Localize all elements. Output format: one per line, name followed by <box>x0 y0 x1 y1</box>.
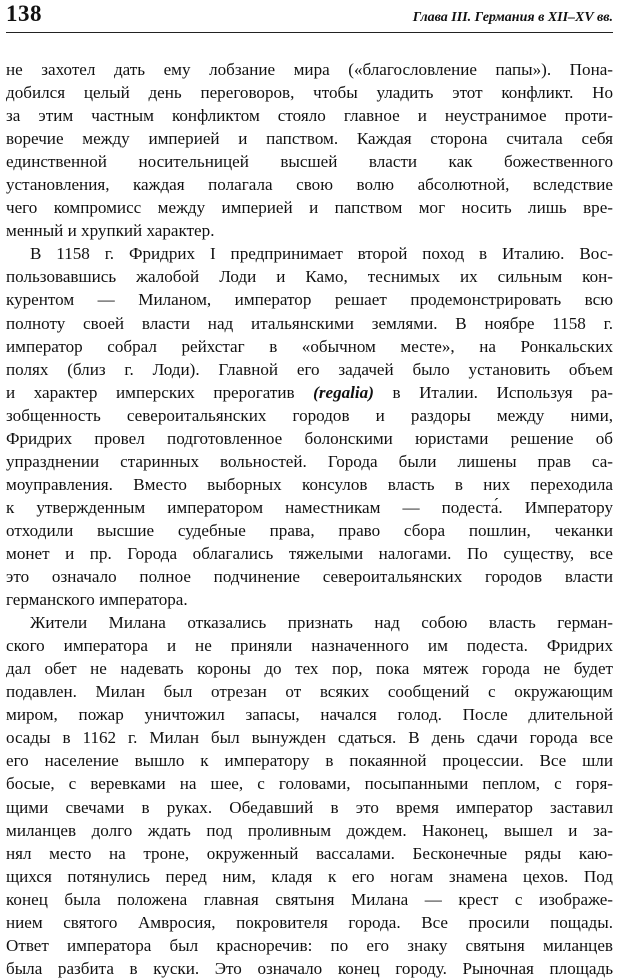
text-line: подавлен. Милан был отрезан от всяких сообщений с окружающим <box>6 682 613 702</box>
text-line: к утвержденным императором наместникам — подеста́. Императору <box>6 497 613 517</box>
text-line: Ответ императора был красноречив: по его знаку святыня миланцев <box>6 935 613 955</box>
text-line: нием святого Амвросия, покровителя города. Все просили пощады. <box>6 912 613 932</box>
text-line: осады в 1162 г. Милан был вынужден сдаться. В день сдачи города все <box>6 728 613 748</box>
text-line: за этим частным конфликтом стояло главное и неустранимое проти- <box>6 106 613 126</box>
latin-term: (regalia) <box>313 382 374 402</box>
text-line: пользовавшись жалобой Лоди и Камо, теснимых их сильным кон- <box>6 267 613 287</box>
text-line: миланцев долго ждать под проливным дождем. Наконец, вышел и за- <box>6 820 613 840</box>
text-line: единственной носительницей высшей власти как божественного <box>6 152 613 172</box>
running-head: Глава III. Германия в XII–XV вв. <box>412 10 613 25</box>
text-line: германского императора. <box>6 590 188 610</box>
text-line: полях (близ г. Лоди). Главной его задачей было установить объем <box>6 359 613 379</box>
text-line: конец была положена главная святыня Милана — крест с изображе- <box>6 889 613 909</box>
text-line: моуправления. Вместо выборных консулов власть в них переходила <box>6 474 613 494</box>
text-line: и характер имперских прерогатив (regalia) в Италии. Используя ра- <box>6 382 613 402</box>
text-line: была разбита в куски. Это означало конец городу. Рыночная площадь <box>6 958 613 978</box>
text-line: отходили высшие судебные права, право сбора пошлин, чеканки <box>6 520 613 540</box>
text-line: Жители Милана отказались признать над собою власть герман- <box>30 613 613 633</box>
text-line: зобщенность североитальянских городов и раздоры между ними, <box>6 405 613 425</box>
text-line: не захотел дать ему лобзание мира («благословление папы»). Пона- <box>6 60 613 79</box>
text-line: менный и хрупкий характер. <box>6 221 215 241</box>
page-header <box>6 2 613 33</box>
text-line: воречие между империей и папством. Каждая сторона считала себя <box>6 129 613 149</box>
text-line: упразднении старинных вольностей. Города были лишены прав са- <box>6 451 613 471</box>
text-line: дал обет не надевать короны до тех пор, пока мятеж города не будет <box>6 659 613 679</box>
text-line: монет и пр. Города облагались тяжелыми налогами. По существу, все <box>6 543 613 563</box>
text-line: добился целый день переговоров, чтобы уладить этот конфликт. Но <box>6 83 613 103</box>
text-line: миром, пожар уничтожил запасы, начался голод. После длительной <box>6 705 613 725</box>
text-line: его население вышло к императору в покаянной процессии. Все шли <box>6 751 613 771</box>
text-line: щихся потянулись перед ним, кладя к его ногам знамена цехов. Под <box>6 866 613 886</box>
text-line: чего компромисс между империей и папством мог носить лишь вре- <box>6 198 613 218</box>
text-line: полноту своей власти над итальянскими землями. В ноябре 1158 г. <box>6 313 613 333</box>
text-line: Фридрих провел подготовленное болонскими юристами решение об <box>6 428 613 448</box>
text-line: ского императора и не приняли назначенного им подеста. Фридрих <box>6 636 613 656</box>
text-line: император собрал рейхстаг в «обычном месте», на Ронкальских <box>6 336 613 356</box>
text-line: В 1158 г. Фридрих I предпринимает второй поход в Италию. Вос- <box>30 244 613 264</box>
body-text <box>6 58 613 980</box>
text-line: курентом — Миланом, император решает продемонстрировать всю <box>6 290 613 310</box>
text-line: установления, каждая полагала свою волю абсолютной, вследствие <box>6 175 613 195</box>
text-line: это означало полное подчинение североитальянских городов власти <box>6 567 613 587</box>
text-line: нял место на троне, окруженный вассалами. Бесконечные ряды каю- <box>6 843 613 863</box>
text-line: щими свечами в руках. Обедавший в это время император заставил <box>6 797 613 817</box>
page-number: 138 <box>6 1 42 26</box>
text-line: босые, с веревками на шее, с головами, посыпанными пеплом, с горя- <box>6 774 613 794</box>
